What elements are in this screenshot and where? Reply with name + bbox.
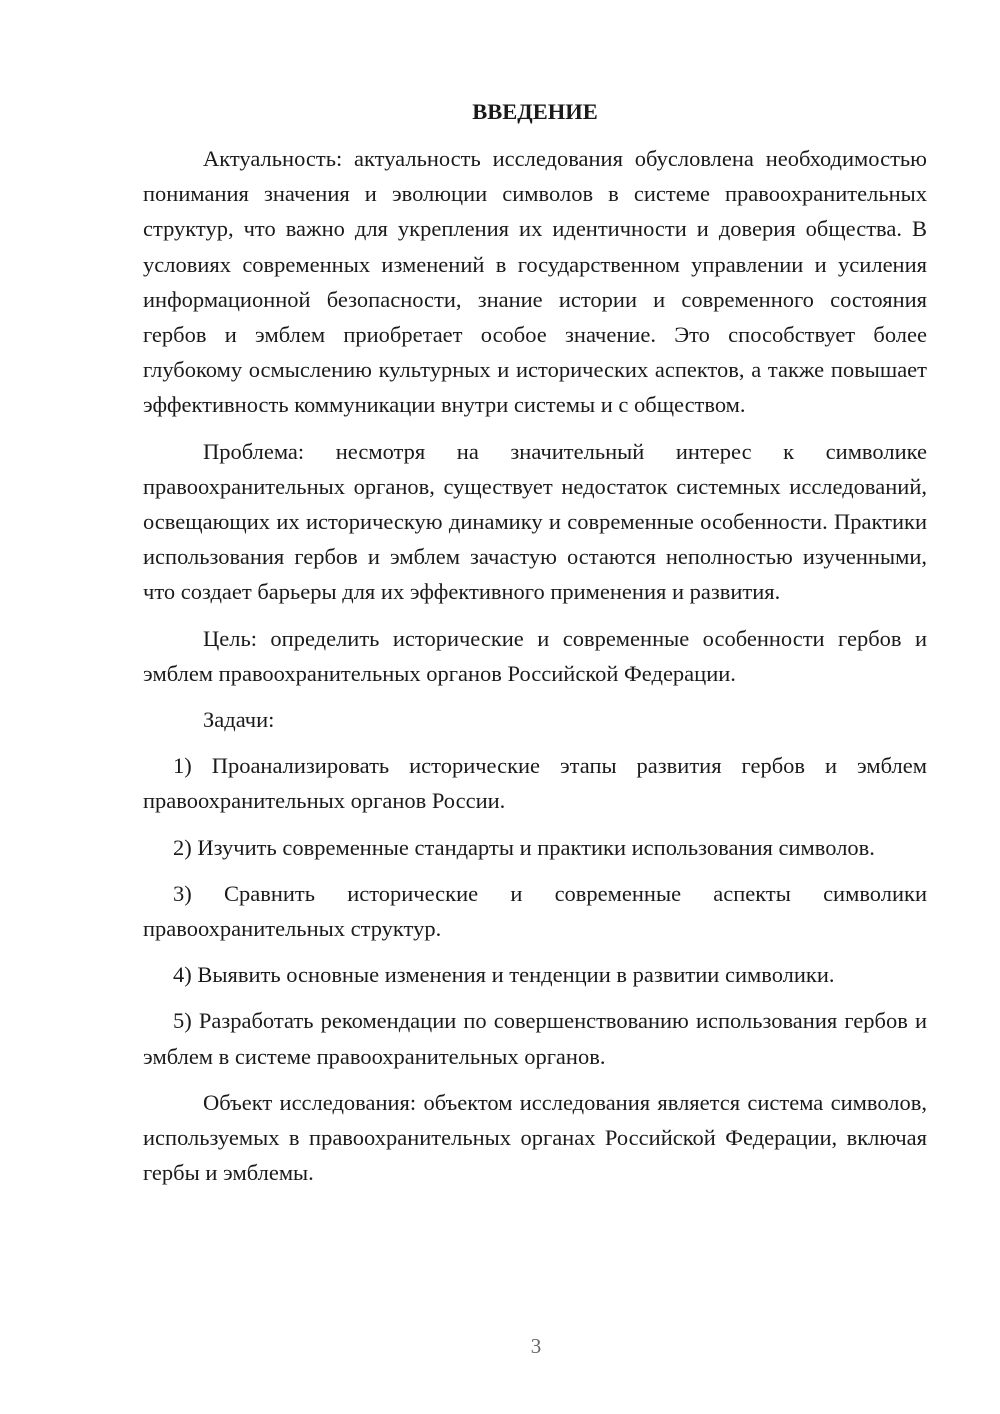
paragraph-object: Объект исследования: объектом исследования является система символов, используемых в правоохранительных органах Российской Федерации, включая гербы и эмблемы. bbox=[143, 1089, 927, 1186]
page-title: ВВЕДЕНИЕ bbox=[472, 99, 598, 124]
task-item-5: 5) Разработать рекомендации по совершенствованию использования гербов и эмблем в системе правоохранительных органов. bbox=[143, 1008, 927, 1069]
page-number: 3 bbox=[530, 1334, 542, 1358]
task-item-3: 3) Сравнить исторические и современные аспекты символики правоохранительных структур. bbox=[143, 880, 927, 942]
paragraph-problem: Проблема: несмотря на значительный интерес к символике правоохранительных органов, существует недостаток системных исследований, освещающих их историческую динамику и современные особенности. Практики использования гербов и эмблем зачастую остаются неполностью изученными, что создает барьеры для их эффективного применения и развития. bbox=[143, 438, 927, 605]
paragraph-relevance: Актуальность: актуальность исследования обусловлена необходимостью понимания значения и эволюции символов в системе правоохранительных структур, что важно для укрепления их идентичности и доверия общества. В условиях современных изменений в государственном управлении и усиления информационной безопасности, знание истории и современного состояния гербов и эмблем приобретает особое значение. Это способствует более глубокому осмыслению культурных и исторических аспектов, а также повышает эффективность коммуникации внутри системы и с обществом. bbox=[143, 146, 927, 418]
task-item-4: 4) Выявить основные изменения и тенденции в развитии символики. bbox=[173, 962, 835, 988]
task-item-1: 1) Проанализировать исторические этапы развития гербов и эмблем правоохранительных органов России. bbox=[143, 753, 927, 814]
paragraph-tasks-heading: Задачи: bbox=[203, 707, 275, 733]
task-item-2: 2) Изучить современные стандарты и практики использования символов. bbox=[173, 834, 875, 860]
document-page bbox=[143, 94, 927, 1190]
paragraph-goal: Цель: определить исторические и современные особенности гербов и эмблем правоохранительных органов Российской Федерации. bbox=[143, 625, 927, 686]
